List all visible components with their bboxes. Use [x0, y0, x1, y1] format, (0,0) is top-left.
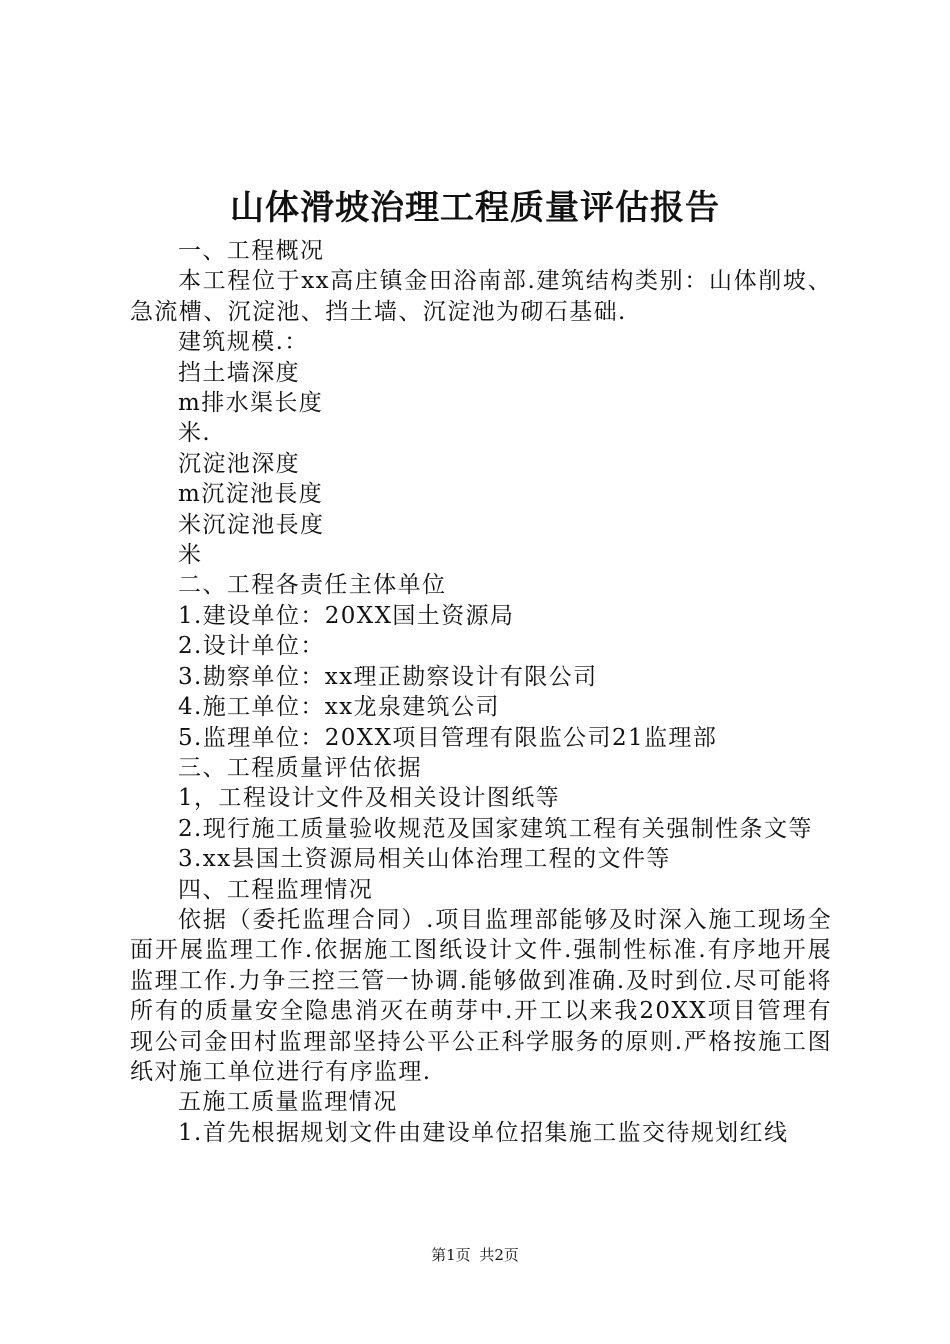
list-item: 1.建设单位：20XX国土资源局 — [178, 602, 515, 629]
list-item: 1，工程设计文件及相关设计图纸等 — [178, 785, 561, 812]
list-item: 1.首先根据规划文件由建设单位招集施工监交待规划红线 — [178, 1119, 789, 1146]
section-heading-2: 二、工程各责任主体单位 — [178, 572, 447, 599]
list-item: 2.设计单位： — [178, 633, 325, 660]
paragraph-line: m排水渠长度 — [178, 390, 324, 417]
paragraph-line: 沉淀池深度 — [178, 450, 300, 477]
document-title: 山体滑坡治理工程质量评估报告 — [230, 188, 720, 228]
page-footer — [0, 1244, 950, 1266]
paragraph-line: 米 — [178, 542, 203, 569]
section-heading-3: 三、工程质量评估依据 — [178, 754, 422, 781]
list-item: 4.施工单位：xx龙泉建筑公司 — [178, 694, 500, 721]
document-body — [130, 236, 832, 1148]
paragraph-scale: 建筑规模.： — [178, 329, 309, 356]
paragraph-line: m沉淀池長度 — [178, 481, 324, 508]
paragraph-overview: 本工程位于xx高庄镇金田浴南部.建筑结构类别：山体削坡、急流槽、沉淀池、挡土墙、沉淀池为砌石基础. — [130, 268, 832, 325]
list-item: 5.监理单位：20XX项目管理有限监公司21监理部 — [178, 724, 718, 751]
paragraph-line: 米. — [178, 420, 212, 447]
section-heading-4: 四、工程监理情况 — [178, 876, 374, 903]
paragraph-line: 米沉淀池長度 — [178, 511, 325, 538]
list-item: 3.勘察单位：xx理正勘察设计有限公司 — [178, 663, 598, 690]
paragraph-supervision: 依据（委托监理合同）.项目监理部能够及时深入施工现场全面开展监理工作.依据施工图纸设计文件.强制性标准.有序地开展监理工作.力争三控三管一协调.能够做到准确.及时到位.尽可能将所有的质量安全隐患消灭在萌芽中.开工以来我20XX项目管理有现公司金田村监理部坚持公平公正科学服务的原则.严格按施工图纸对施工单位进行有序监理. — [130, 906, 832, 1085]
section-heading-1: 一、工程概况 — [178, 238, 325, 264]
list-item: 2.现行施工质量验收规范及国家建筑工程有关强制性条文等 — [178, 815, 813, 842]
page-number: 第1页 — [431, 1246, 471, 1264]
page-total: 共2页 — [479, 1246, 519, 1264]
list-item: 3.xx县国土资源局相关山体治理工程的文件等 — [178, 846, 671, 873]
section-heading-5: 五施工质量监理情况 — [178, 1089, 398, 1116]
paragraph-line: 挡土墙深度 — [178, 359, 300, 386]
